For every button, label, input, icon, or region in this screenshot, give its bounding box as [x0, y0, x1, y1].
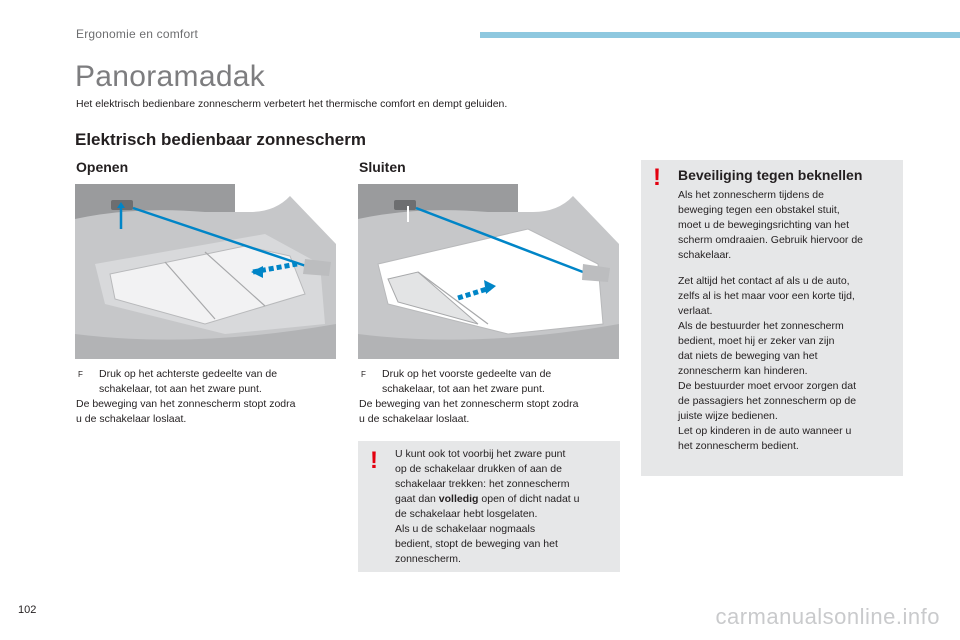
bullet-marker: F [78, 370, 83, 379]
page-number: 102 [18, 604, 37, 616]
warning-p1-line: scherm omdraaien. Gebruik hiervoor de [678, 234, 864, 246]
open-note-line-2: u de schakelaar loslaat. [76, 413, 187, 425]
warning-p2-line: dat niets de beweging van het [678, 350, 818, 362]
warning-p2-line: zonnescherm kan hinderen. [678, 365, 808, 377]
warning-p1-line: schakelaar. [678, 249, 732, 261]
warning-p2-line: Als de bestuurder het zonnescherm [678, 320, 844, 332]
warning-p2-line: de passagiers het zonnescherm op de [678, 395, 857, 407]
info-line: de schakelaar hebt losgelaten. [395, 508, 538, 520]
open-title: Openen [76, 159, 129, 175]
close-bullet-item [359, 367, 621, 397]
warning-paragraph-1 [678, 188, 900, 263]
close-instructions [359, 367, 621, 427]
info-text [395, 447, 615, 567]
page-title: Panoramadak [75, 60, 266, 93]
info-line: zonnescherm. [395, 553, 461, 565]
warning-p2-line: Zet altijd het contact af als u de auto, [678, 275, 850, 287]
exclamation-icon: ! [370, 447, 378, 474]
sunblind-open-illustration [75, 184, 336, 359]
bullet-marker: F [361, 370, 366, 379]
warning-title: Beveiliging tegen beknellen [678, 167, 863, 183]
info-line: bedient, stopt de beweging van het [395, 538, 558, 550]
sunblind-close-illustration [358, 184, 619, 359]
section-accent-bar [480, 32, 960, 38]
close-title: Sluiten [359, 159, 406, 175]
warning-p1-line: beweging tegen een obstakel stuit, [678, 204, 840, 216]
warning-p2-line: bedient, moet hij er zeker van zijn [678, 335, 835, 347]
info-text: open of dicht nadat u [478, 493, 580, 505]
info-text: gaat dan [395, 493, 439, 505]
warning-p2-line: Let op kinderen in de auto wanneer u [678, 425, 852, 437]
close-bullet-line-1: Druk op het voorste gedeelte van de [382, 368, 552, 380]
info-emphasis: volledig [438, 493, 479, 505]
section-heading: Elektrisch bedienbaar zonnescherm [75, 130, 366, 149]
warning-p2-line: De bestuurder moet ervoor zorgen dat [678, 380, 857, 392]
open-bullet-item [76, 367, 338, 397]
exclamation-icon: ! [653, 164, 661, 191]
warning-paragraph-2 [678, 274, 900, 454]
info-line: schakelaar trekken: het zonnescherm [395, 478, 570, 490]
warning-p1-line: Als het zonnescherm tijdens de [678, 189, 824, 201]
info-line: Als u de schakelaar nogmaals [395, 523, 536, 535]
close-note-line-1: De beweging van het zonnescherm stopt zodra [359, 398, 579, 410]
open-bullet-line-1: Druk op het achterste gedeelte van de [99, 368, 278, 380]
watermark: carmanualsonline.info [715, 604, 940, 629]
open-instructions [76, 367, 338, 427]
warning-p2-line: verlaat. [678, 305, 713, 317]
info-box [358, 441, 620, 572]
warning-p2-line: zelfs al is het maar voor een korte tijd, [678, 290, 855, 302]
open-note-line-1: De beweging van het zonnescherm stopt zodra [76, 398, 296, 410]
info-line [395, 492, 615, 507]
section-label: Ergonomie en comfort [76, 27, 199, 41]
close-note-line-2: u de schakelaar loslaat. [359, 413, 470, 425]
warning-box [641, 160, 903, 476]
warning-p1-line: moet u de bewegingsrichting van het [678, 219, 850, 231]
page-subtitle: Het elektrisch bedienbare zonnescherm verbetert het thermische comfort en dempt geluiden. [76, 98, 508, 110]
warning-p2-line: juiste wijze bedienen. [678, 410, 778, 422]
open-bullet-line-2: schakelaar, tot aan het zware punt. [99, 383, 262, 395]
info-line: U kunt ook tot voorbij het zware punt [395, 448, 566, 460]
close-bullet-line-2: schakelaar, tot aan het zware punt. [382, 383, 545, 395]
info-line: op de schakelaar drukken of aan de [395, 463, 562, 475]
warning-p2-line: het zonnescherm bedient. [678, 440, 799, 452]
